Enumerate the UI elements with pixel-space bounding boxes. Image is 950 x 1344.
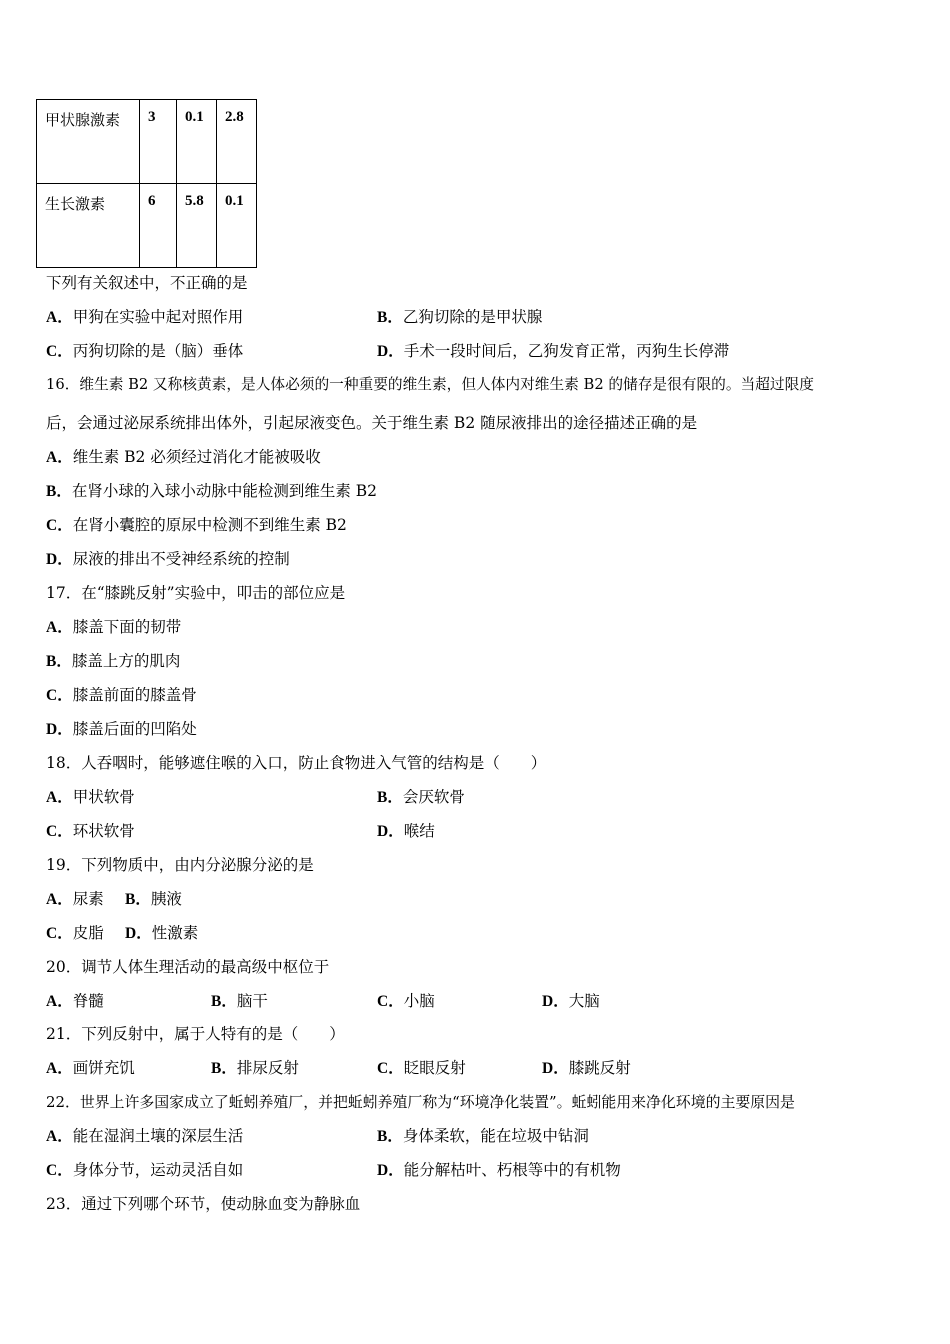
option-text: 排尿反射 [236,1059,299,1077]
q16-stem-line2: 后，会通过泌尿系统排出体外，引起尿液变色。关于维生素 B2 随尿液排出的途径描述正确的是 [46,414,698,432]
option-letter: D． [125,925,152,942]
option-letter: C． [46,517,73,534]
q19-option-a[interactable] [46,889,104,910]
option-text: 丙狗切除的是（脑）垂体 [72,342,244,360]
option-letter: A． [46,309,73,326]
q17-stem: 17．在“膝跳反射”实验中，叩击的部位应是 [46,584,346,602]
option-text: 乙狗切除的是甲状腺 [402,308,543,326]
option-letter: C． [46,1162,73,1179]
option-text: 能在湿润土壤的深层生活 [72,1127,244,1145]
q16-option-b[interactable] [46,481,377,502]
q18-option-a[interactable] [46,787,135,808]
option-letter: B． [377,309,403,326]
option-text: 身体分节，运动灵活自如 [72,1161,244,1179]
q15-option-b[interactable] [377,307,542,328]
option-letter: A． [46,619,73,636]
option-letter: D． [377,823,404,840]
q22-stem: 22．世界上许多国家成立了蚯蚓养殖厂，并把蚯蚓养殖厂称为“环境净化装置”。蚯蚓能用来净化环境的主要原因是 [46,1093,795,1111]
option-text: 尿素 [72,890,104,908]
option-text: 脊髓 [72,992,104,1010]
option-text: 手术一段时间后，乙狗发育正常，丙狗生长停滞 [403,342,730,360]
option-letter: D． [542,993,569,1010]
q20-option-a[interactable] [46,991,104,1012]
q18-stem: 18．人吞咽时，能够遮住喉的入口，防止食物进入气管的结构是（ ） [46,754,547,772]
option-letter: D． [377,1162,404,1179]
q18-option-d[interactable] [377,821,435,842]
q18-option-c[interactable] [46,821,135,842]
q20-option-c[interactable] [377,991,435,1012]
option-text: 膝盖上方的肌肉 [71,652,181,670]
option-letter: C． [46,925,73,942]
table-cell-value: 2.8 [217,100,257,184]
q15-stem: 下列有关叙述中，不正确的是 [46,274,248,292]
option-letter: A． [46,1060,73,1077]
q21-option-d[interactable] [542,1058,631,1079]
q18-option-b[interactable] [377,787,465,808]
option-letter: B． [125,891,151,908]
q21-option-c[interactable] [377,1058,466,1079]
table-row [37,184,257,268]
option-text: 膝盖前面的膝盖骨 [72,686,197,704]
q22-option-a[interactable] [46,1126,243,1147]
option-text: 大脑 [568,992,600,1010]
option-letter: D． [377,343,404,360]
option-letter: B． [377,789,403,806]
option-text: 画饼充饥 [72,1059,135,1077]
option-text: 皮脂 [72,924,104,942]
table-cell-name: 甲状腺激素 [37,100,140,184]
table-cell-value: 0.1 [177,100,217,184]
option-text: 膝跳反射 [568,1059,631,1077]
q23-stem: 23．通过下列哪个环节，使动脉血变为静脉血 [46,1195,361,1213]
option-text: 尿液的排出不受神经系统的控制 [72,550,290,568]
option-letter: D． [46,721,73,738]
option-text: 性激素 [151,924,199,942]
option-letter: C． [46,823,73,840]
option-letter: B． [46,483,72,500]
option-letter: B． [377,1128,403,1145]
table-cell-value: 0.1 [217,184,257,268]
option-text: 小脑 [403,992,435,1010]
option-text: 在肾小球的入球小动脉中能检测到维生素 B2 [71,482,378,500]
option-letter: B． [46,653,72,670]
option-text: 在肾小囊腔的原尿中检测不到维生素 B2 [72,516,347,534]
q21-option-a[interactable] [46,1058,135,1079]
q17-option-d[interactable] [46,719,197,740]
option-letter: A． [46,891,73,908]
q15-option-a[interactable] [46,307,243,328]
q16-option-a[interactable] [46,447,321,468]
option-text: 甲狗在实验中起对照作用 [72,308,244,326]
option-text: 眨眼反射 [403,1059,466,1077]
option-letter: A． [46,789,73,806]
option-letter: C． [46,687,73,704]
table-cell-value: 3 [140,100,177,184]
q21-option-b[interactable] [211,1058,299,1079]
option-letter: A． [46,449,73,466]
option-text: 甲状软骨 [72,788,135,806]
option-letter: D． [46,551,73,568]
option-letter: C． [377,993,404,1010]
option-letter: C． [377,1060,404,1077]
q16-option-d[interactable] [46,549,290,570]
q22-option-b[interactable] [377,1126,589,1147]
option-text: 膝盖下面的韧带 [72,618,182,636]
option-letter: B． [211,993,237,1010]
table-cell-value: 6 [140,184,177,268]
q19-option-b[interactable] [125,889,182,910]
table-cell-value: 5.8 [177,184,217,268]
table-cell-name: 生长激素 [37,184,140,268]
option-text: 喉结 [403,822,435,840]
option-letter: D． [542,1060,569,1077]
q20-option-d[interactable] [542,991,600,1012]
option-letter: C． [46,343,73,360]
option-text: 膝盖后面的凹陷处 [72,720,197,738]
q17-option-a[interactable] [46,617,181,638]
option-text: 胰液 [150,890,182,908]
q15-option-d[interactable] [377,341,729,362]
q19-option-d[interactable] [125,923,198,944]
q20-stem: 20．调节人体生理活动的最高级中枢位于 [46,958,330,976]
hormone-table [36,99,257,268]
option-text: 会厌软骨 [402,788,465,806]
option-letter: A． [46,1128,73,1145]
q15-option-c[interactable] [46,341,243,362]
q16-option-c[interactable] [46,515,347,536]
q19-option-c[interactable] [46,923,104,944]
option-letter: B． [211,1060,237,1077]
q17-option-c[interactable] [46,685,197,706]
option-text: 能分解枯叶、朽根等中的有机物 [403,1161,621,1179]
option-text: 身体柔软，能在垃圾中钻洞 [402,1127,589,1145]
q21-stem: 21．下列反射中，属于人特有的是（ ） [46,1025,345,1043]
q22-option-c[interactable] [46,1160,243,1181]
option-text: 脑干 [236,992,268,1010]
option-letter: A． [46,993,73,1010]
q19-stem: 19．下列物质中，由内分泌腺分泌的是 [46,856,314,874]
q16-stem-line1: 16．维生素 B2 又称核黄素，是人体必须的一种重要的维生素，但人体内对维生素 B2 的储存是很有限的。当超过限度 [46,376,814,393]
option-text: 维生素 B2 必须经过消化才能被吸收 [72,448,321,466]
option-text: 环状软骨 [72,822,135,840]
q22-option-d[interactable] [377,1160,621,1181]
table-row [37,100,257,184]
q20-option-b[interactable] [211,991,268,1012]
q17-option-b[interactable] [46,651,180,672]
